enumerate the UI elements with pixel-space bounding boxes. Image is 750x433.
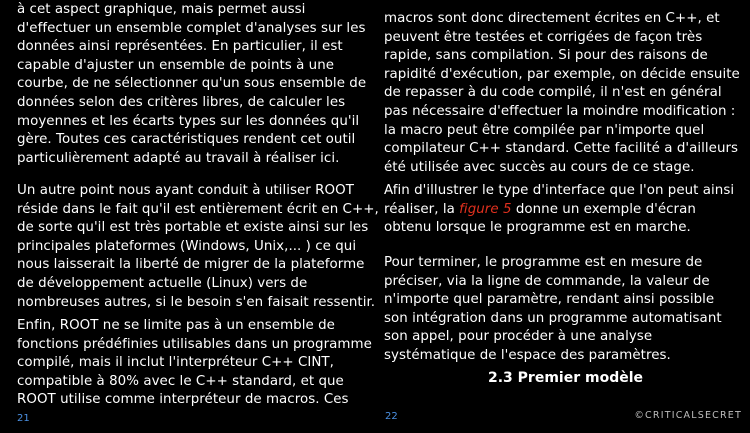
text-line: obtenu lorsque le programme est en marche.	[384, 220, 691, 236]
text-line: particulièrement adapté au travail à réaliser ici.	[17, 150, 340, 166]
text-line: réside dans le fait qu'il est entièrement écrit en C++,	[17, 201, 379, 217]
text-line: courbe, de ne sélectionner qu'un sous ensemble de	[17, 76, 367, 92]
left-paragraph-1	[17, 1, 366, 168]
text-line: gère. Toutes ces caractéristiques rendent cet outil	[17, 132, 356, 148]
text-line: rapidité d'exécution, par exemple, on décide ensuite	[384, 66, 740, 82]
brand-watermark: ©CRITICALSECRET	[634, 410, 742, 421]
text-line: nous laisserait la liberté de migrer de la plateforme	[17, 257, 365, 273]
text-line: été utilisée avec succès au cours de ce stage.	[384, 159, 695, 175]
text-line: Enfin, ROOT ne se limite pas à un ensemble de	[17, 318, 335, 333]
text-line: peuvent être testées et corrigées de façon très	[384, 29, 703, 45]
page-number-left: 21	[17, 413, 30, 424]
text-line: son appel, pour procéder à une analyse	[384, 329, 653, 345]
text-line: de repasser à du code compilé, il n'est en général	[384, 85, 722, 101]
text-line: données selon des critères libres, de calculer les	[17, 94, 346, 110]
text-line: la macro peut être compilée par n'importe quel	[384, 122, 705, 138]
text-line: préciser, via la ligne de commande, la valeur de	[384, 273, 710, 289]
text-line: n'importe quel paramètre, rendant ainsi possible	[384, 292, 715, 308]
text-line: de sorte qu'il est très portable et existe ainsi sur les	[17, 220, 369, 236]
text-line: nombreuses autres, si le besoin s'en faisait ressentir.	[17, 294, 376, 310]
text-line: capable d'ajuster un ensemble de points à une	[17, 57, 335, 73]
text-line: Un autre point nous ayant conduit à utiliser ROOT	[17, 183, 354, 198]
right-paragraph-3	[384, 254, 722, 366]
text-line: macros sont donc directement écrites en C++, et	[384, 11, 720, 26]
page-number-right: 22	[385, 411, 398, 422]
text-line: pas nécessaire d'effectuer la moindre modification :	[384, 103, 736, 119]
left-paragraph-3	[17, 317, 372, 410]
right-paragraph-1	[384, 10, 740, 177]
text-line	[384, 201, 734, 220]
text-line: compilé, mais il inclut l'interpréteur C++ CINT,	[17, 355, 334, 371]
text-line: fonctions prédéfinies utilisables dans un programme	[17, 336, 372, 352]
text-line: rapide, sans compilation. Si pour des raisons de	[384, 48, 708, 64]
text-line: à cet aspect graphique, mais permet aussi	[17, 2, 306, 17]
text-line: ROOT utilise comme interpréteur de macros. Ces	[17, 392, 349, 408]
text-line: systématique de l'espace des paramètres.	[384, 347, 671, 363]
text-line: son intégration dans un programme automatisant	[384, 310, 722, 326]
text-segment: donne un exemple d'écran	[511, 201, 696, 217]
text-line: de développement actuelle (Linux) vers de	[17, 275, 308, 291]
text-line: données ainsi représentées. En particulier, il est	[17, 39, 343, 55]
text-line: compatible à 80% avec le C++ standard, et que	[17, 373, 344, 389]
right-page	[375, 0, 750, 433]
left-paragraph-2	[17, 182, 379, 312]
text-line: Afin d'illustrer le type d'interface que l'on peut ainsi	[384, 183, 735, 198]
text-line: Pour terminer, le programme est en mesure de	[384, 255, 703, 270]
text-segment: réaliser, la	[384, 201, 460, 217]
text-line: compilateur C++ standard. Cette facilité a d'ailleurs	[384, 141, 739, 157]
text-line: principales plateformes (Windows, Unix,... ) ce qui	[17, 238, 357, 254]
text-line: d'effectuer un ensemble complet d'analyses sur les	[17, 20, 366, 36]
section-heading: 2.3 Premier modèle	[488, 370, 644, 386]
figure-5-link[interactable]: figure 5	[459, 201, 512, 217]
text-line: moyennes et les écarts types sur les données qu'il	[17, 113, 360, 129]
right-paragraph-2	[384, 182, 734, 238]
